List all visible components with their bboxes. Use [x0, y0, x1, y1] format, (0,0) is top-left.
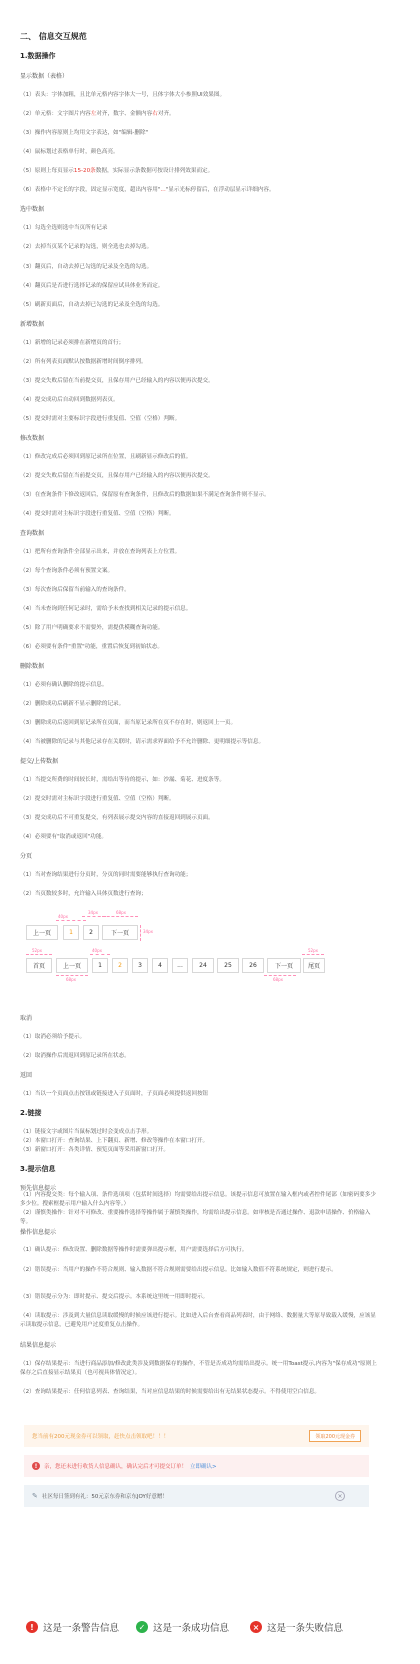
list-item: （2）提交时需对主标识字段进行重复值、空值（空格）判断。 [20, 796, 175, 802]
paragraph: （1）确认提示：修改设置、删除数据等操作时需要弹出提示框，用户需要选择后方可执行。 [20, 1247, 248, 1253]
highlight: ... [160, 187, 166, 193]
text: "显示光标停留后，在浮动层显示详细内容。 [165, 187, 275, 193]
list-item: （5）刷新页面后，自动去掉已勾选的记录及全选的勾选。 [20, 302, 164, 308]
paragraph: （2）错误提示：当用户的操作不符合规则、输入数据不符合规则需要给出提示信息。比如输入数值不符系统规定，则进行提示。 [20, 1267, 337, 1273]
list-item: （4）提交时需对主标识字段进行重复值、空值（空格）判断。 [20, 511, 175, 517]
list-item: （4）必须要有"取消或返回"功能。 [20, 834, 108, 840]
dim-line [56, 975, 88, 976]
text: 数据，实际显示条数据可按设计排列效果而定。 [95, 168, 214, 174]
list-item: （1）当对查询结果进行分页时，分页的同时需要能够执行查询功能； [20, 872, 192, 878]
dim-label: 68px [116, 910, 126, 915]
list-item: （5）除了用户明确要求不需要外，需提供模糊查询功能。 [20, 625, 164, 631]
text: （5）原则上每页显示 [20, 168, 74, 174]
confirm-now-link[interactable]: 立即确认> [190, 1464, 217, 1470]
paging-heading: 分页 [20, 853, 33, 860]
confirm-notice-text: 亲，您还未进行收货人信息确认，确认完后才可提交订单！ [44, 1464, 188, 1470]
op-tips-heading: 操作信息提示 [20, 1229, 57, 1236]
dim-label: 68px [273, 977, 283, 982]
list-item: （4）翻页后是否进行选择记录的保留应试具体业务而定。 [20, 283, 164, 289]
cross-icon: × [250, 1621, 262, 1633]
list-item: （1）链接文字或图片当鼠标划过时会变成点击手形。 [20, 1129, 153, 1135]
highlight: 右 [152, 111, 158, 117]
highlight: 15-20条 [73, 168, 96, 174]
display-line-4: （4）鼠标划过表格单行时，颜色高亮。 [20, 149, 119, 155]
success-message [136, 1620, 229, 1634]
dim-line [56, 920, 86, 921]
subsection-data-ops: 1.数据操作 [20, 52, 56, 60]
dim-label: 34px [88, 910, 98, 915]
list-item: （1）把所有查询条件全部显示出来，并放在查询列表上方位置。 [20, 549, 181, 555]
failure-message [250, 1620, 343, 1634]
text: 对齐。 [157, 111, 175, 117]
paragraph: （4）读取提示：涉及到大量信息读取缓慢的时候应该进行提示。比如进入后台查看商品列表时，由于网络、数据量大等原导致载入缓慢，应该显示读取提示信息，已避免用户过度重复点击操作。 [20, 1313, 376, 1328]
display-line-1: （1）表头：字体加粗，且比单元格内容字体大一号，且体字体大小参照UI效果图。 [20, 92, 226, 98]
list-item: （3）提交失败后留在当前提交页，且保存用户已经输入的内容以便再次提交。 [20, 378, 214, 384]
paragraph: （2）谨慎类操作：针对不可修改、重要操作选择等操作属于谨慎类操作，均需给出提示信息。如审核是否通过操作、退款申请操作、价格输入等。 [20, 1210, 371, 1225]
section-title: 二、 信息交互规范 [20, 32, 87, 41]
list-item: （1）取消必须给予提示。 [20, 1034, 86, 1040]
dim-label: 40px [92, 948, 102, 953]
delete-heading: 删除数据 [20, 663, 45, 670]
dim-label: 40px [58, 914, 68, 919]
paragraph: （3）错误提示分为：即时提示、提交后提示。本系统这里统一用即时提示。 [20, 1294, 209, 1300]
page-button[interactable]: 3 [132, 958, 148, 973]
upload-heading: 提交/上传数据 [20, 758, 59, 765]
list-item: （4）当未查询到任何记录时，需给予未查找到相关记录的提示信息。 [20, 606, 192, 612]
list-item: （2）每个查询条件必须有预置文案。 [20, 568, 114, 574]
edit-icon: ✎ [32, 1492, 38, 1500]
display-line-3: （3）操作内容原则上均用文字表达，如"编辑-删除" [20, 130, 149, 136]
list-item: （2）所有列表页面默认按数据新增时间倒序排列。 [20, 359, 147, 365]
dim-line [140, 925, 141, 941]
page-button[interactable]: 25 [217, 958, 239, 973]
list-item: （1）当提交所费的时间较长时，需给出等待的提示，如：沙漏、菊花、进度条等。 [20, 777, 225, 783]
text: （6）表格中不定长的字段，固定显示宽度，超出内容用" [20, 187, 161, 193]
dim-label: 34px [143, 929, 153, 934]
list-item: （3）每次查询后保留当前输入的查询条件。 [20, 587, 130, 593]
pre-tips-heading: 预先信息提示 [20, 1185, 57, 1192]
dim-line [102, 916, 138, 917]
dim-line [264, 975, 296, 976]
display-data-heading: 显示数据（表格） [20, 73, 69, 80]
page-2-button[interactable]: 2 [83, 925, 99, 940]
last-page-button[interactable]: 尾页 [303, 958, 325, 973]
list-item: （2）当页数较多时，允许输入具体页数进行查询； [20, 891, 147, 897]
display-line-5 [20, 166, 213, 174]
dim-label: 52px [32, 948, 42, 953]
cancel-heading: 取消 [20, 1015, 33, 1022]
paragraph: （1）保存结果提示：当进行商品添加/修改此类涉及到数据保存的操作，不管是否成功均需给出提示。统一用Toast提示,内容为"保存成功"原则上保存之后直接显示结果页（也可视具体情况定）。 [20, 1361, 377, 1376]
page-button[interactable]: 4 [152, 958, 168, 973]
edit-heading: 修改数据 [20, 435, 45, 442]
list-item: （1）新增的记录必须排在新增页的首行； [20, 340, 125, 346]
display-line-6 [20, 185, 275, 193]
list-item: （1）修改完成后必须回到原记录所在位置，且刷新显示修改后的值。 [20, 454, 192, 460]
first-page-button[interactable]: 首页 [26, 958, 52, 973]
dim-line [90, 954, 110, 955]
list-item: （2）去掉当页某个记录的勾选，则全选也去掉勾选。 [20, 244, 153, 250]
list-item: （3）翻页后，自动去掉已勾选的记录及全选的勾选。 [20, 264, 153, 270]
next-page-button[interactable]: 下一页 [102, 925, 138, 940]
list-item: （1）当以一个页面点击按钮或链接进入子页面时，子页面必须提供返回按钮 [20, 1091, 209, 1097]
subsection-links: 2.链接 [20, 1109, 42, 1117]
list-item: （3）在查询条件下修改返回后，保留原有查询条件，且修改后的数据如果不满足查询条件则不显示。 [20, 492, 270, 498]
text: （2）单元格：文字图片内容 [20, 111, 91, 117]
close-icon[interactable]: × [335, 1491, 345, 1501]
dim-label: 68px [66, 977, 76, 982]
signin-notice-text: 社区每日签到有礼：50元京东券和京东JOY好意赠！ [41, 1494, 168, 1500]
confirm-notice-bar [24, 1455, 369, 1477]
text: 对齐，数字、金额内容 [96, 111, 153, 117]
error-icon: ! [32, 1462, 40, 1470]
page-ellipsis: ... [172, 958, 188, 973]
warning-message [26, 1620, 119, 1634]
back-heading: 返回 [20, 1072, 33, 1079]
prev-page-button[interactable]: 上一页 [26, 925, 58, 940]
list-item: （2）提交失败后留在当前提交页，且保存用户已经输入的内容以便再次提交。 [20, 473, 214, 479]
list-item: （2）本窗口打开：查询结果、上下翻页、新增、修改等操作在本窗口打开。 [20, 1138, 209, 1144]
list-item: （1）必须有确认删除的提示信息。 [20, 682, 108, 688]
list-item: （3）新窗口打开：各类详情、预览页面等采用新窗口打开。 [20, 1147, 169, 1153]
list-item: （2）删除成功后刷新不显示删除的记录。 [20, 701, 125, 707]
warning-text: 这是一条警告信息 [43, 1623, 120, 1634]
list-item: （5）提交时需对主要标识字段进行重复值、空值（空格）判断。 [20, 416, 181, 422]
select-heading: 选中数据 [20, 206, 45, 213]
warning-icon: ! [26, 1621, 38, 1633]
display-line-2 [20, 109, 175, 117]
subsection-tips: 3.提示信息 [20, 1165, 56, 1173]
check-icon: ✓ [136, 1621, 148, 1633]
page-1-button[interactable]: 1 [63, 925, 79, 940]
list-item: （6）必须要有条件"重置"功能，重置后恢复到初始状态。 [20, 644, 163, 650]
list-item: （3）提交成功后不可重复提交，有列表展示提交内容的直接返回到展示页面。 [20, 815, 214, 821]
dim-line [26, 954, 52, 955]
result-tips-heading: 结果信息提示 [20, 1342, 57, 1349]
list-item: （1）勾选全选则选中当页所有记录 [20, 225, 108, 231]
query-heading: 查询数据 [20, 530, 45, 537]
dim-label: 52px [308, 948, 318, 953]
page-button[interactable]: 26 [242, 958, 264, 973]
page-button-current[interactable]: 2 [112, 958, 128, 973]
paragraph: （2）查询结果提示：任何信息列表、查询结果，当对应信息结果的时候需要给出有无结果状态提示。不得使用空白信息。 [20, 1389, 321, 1395]
failure-text: 这是一条失败信息 [267, 1623, 344, 1634]
paragraph: （1）内容提交类：每个输入项、条件选项项（包括时间选择）均需要给出提示信息。该提示信息可放置在输入框内或者控件尾部（如密码要多少多少位。搜索框提示用户输入什么内容等。） [20, 1192, 376, 1207]
list-item: （4）当被删除的记录与其他记录存在关联时，请示需求界面给予不允许删除、更明细提示等信息。 [20, 739, 265, 745]
claim-coupon-button[interactable]: 领取200元现金券 [309, 1430, 361, 1442]
signin-notice-bar [24, 1485, 369, 1507]
page-button[interactable]: 1 [92, 958, 108, 973]
success-text: 这是一条成功信息 [153, 1623, 230, 1634]
list-item: （2）取消操作后需返回到原记录所在状态。 [20, 1053, 130, 1059]
list-item: （4）提交成功后自动回到数据列表页。 [20, 397, 119, 403]
list-item: （3）删除成功后返回到原记录所在页面，而当原记录所在页不存在时，则返回上一页。 [20, 720, 237, 726]
highlight: 左 [90, 111, 97, 117]
coupon-notice-bar [24, 1425, 369, 1447]
dim-line [302, 954, 324, 955]
next-page-button[interactable]: 下一页 [267, 958, 301, 973]
coupon-notice-text: 您当前有200元现金券可以领取，赶快点击领取吧！！！ [32, 1434, 169, 1440]
add-heading: 新增数据 [20, 321, 45, 328]
page-button[interactable]: 24 [192, 958, 214, 973]
prev-page-button[interactable]: 上一页 [56, 958, 88, 973]
